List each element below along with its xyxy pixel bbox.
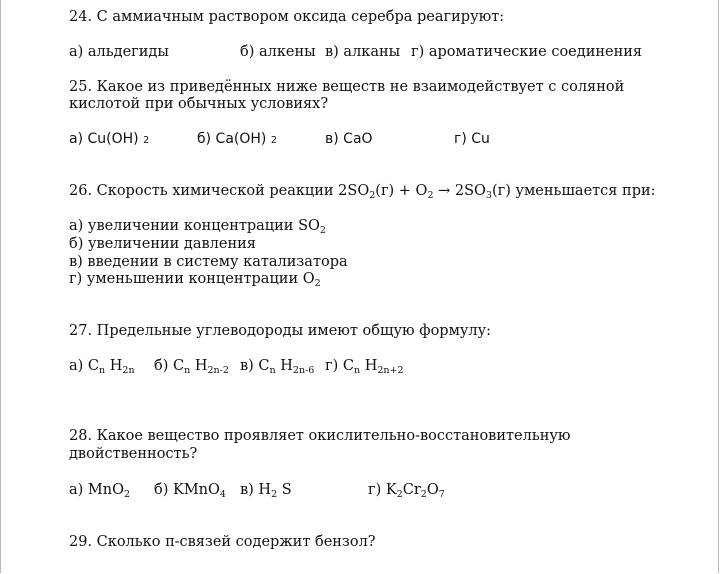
- question-24-text: 24. С аммиачным раствором оксида серебра реагируют:: [69, 9, 505, 25]
- q25-option-b: б) Ca(OH) 2: [197, 131, 277, 147]
- q27-option-a: а) $C_n$ $H_{2n}$: [69, 358, 135, 376]
- question-25-line2: кислотой при обычных условиях?: [69, 96, 329, 112]
- q24-option-c: в) алканы: [325, 44, 401, 60]
- q28-option-b: б) KMnO$_4$: [154, 482, 226, 500]
- q28-option-c: в) $H_2$ S: [240, 482, 292, 500]
- q26-option-b: б) увеличении давления: [69, 236, 256, 252]
- q25-option-d: г) Cu: [454, 131, 490, 147]
- q27-option-d: г) $C_n$ $H_{2n+2}$: [325, 358, 404, 376]
- q25-option-c: в) CaO: [325, 131, 373, 147]
- question-27-text: 27. Предельные углеводороды имеют общую формулу:: [69, 323, 492, 339]
- q24-option-b: б) алкены: [240, 44, 316, 60]
- q24-option-a: а) альдегиды: [69, 44, 169, 60]
- q27-option-c: в) $C_n$ $H_{2n-6}$: [240, 358, 315, 376]
- question-26-text: 26. Скорость химической реакции $2SO_2(г) + O_2 \to 2SO_3(г)$ уменьшается при:: [69, 183, 656, 201]
- q26-option-a: а) увеличении концентрации $SO_2$: [69, 218, 326, 236]
- q27-option-b: б) $C_n$ $H_{2n-2}$: [154, 358, 229, 376]
- q24-option-d: г) ароматические соединения: [411, 44, 643, 60]
- q28-option-a: а) MnO$_2$: [69, 482, 131, 500]
- q28-option-d: г) $K_2Cr_2O_7$: [368, 482, 445, 500]
- q26-option-c: в) введении в систему катализатора: [69, 254, 348, 270]
- question-29-text: 29. Сколько π-связей содержит бензол?: [69, 534, 376, 550]
- q25-option-a: а) Cu(OH) 2: [69, 131, 150, 147]
- question-25-line1: 25. Какое из приведённых ниже веществ не взаимодействует с соляной: [69, 79, 625, 95]
- q26-option-d: г) уменьшении концентрации $O_2$: [69, 271, 321, 289]
- question-28-line2: двойственность?: [69, 446, 198, 462]
- question-28-line1: 28. Какое вещество проявляет окислительно-восстановительную: [69, 428, 571, 444]
